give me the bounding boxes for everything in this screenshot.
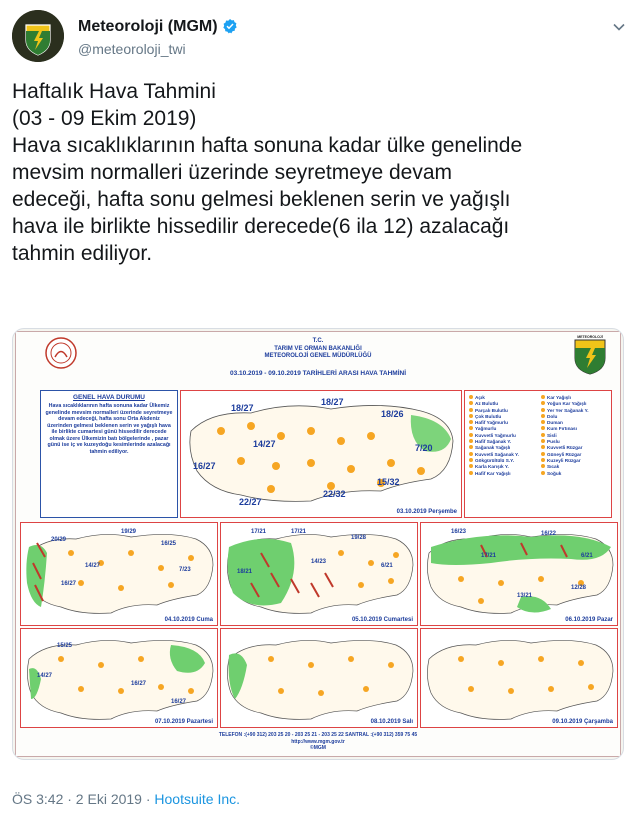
sandstorm-icon: [541, 426, 545, 430]
sleet-icon: [469, 464, 473, 468]
tweet-line: (03 - 09 Ekim 2019): [12, 107, 197, 130]
temp-label: 16/22: [541, 531, 557, 537]
legend-label: Yer Yer Sağanak Y.: [547, 407, 589, 413]
rain-icon: [469, 426, 473, 430]
shower-icon: [469, 452, 473, 456]
legend-label: Yağmurlu: [475, 426, 497, 432]
legend-item: [469, 471, 539, 477]
rain-icon: [469, 433, 473, 437]
temp-label: 16/25: [161, 541, 177, 547]
panel-date: 05.10.2019 Cumartesi: [351, 617, 413, 623]
temp-label: 17/21: [291, 529, 307, 535]
temp-label: 14/27: [253, 439, 276, 449]
rain-icon: [469, 420, 473, 424]
tweet-line: edeceği, hafta sonu gelmesi beklenen serin ve yağışlı: [12, 188, 511, 211]
turkey-map: [421, 523, 618, 626]
panel-date: 08.10.2019 Salı: [370, 719, 413, 725]
legend-label: Hafif Sağanak Y.: [475, 439, 512, 445]
legend-label: Açık: [475, 395, 485, 400]
tweet-timestamp[interactable]: ÖS 3:42 · 2 Eki 2019 ·: [12, 791, 155, 807]
wind-icon: [541, 458, 545, 462]
tweet-media-image[interactable]: [12, 328, 624, 760]
legend-label: Çok Bulutlu: [475, 413, 502, 419]
wind-icon: [541, 452, 545, 456]
legend-label: Duman: [547, 420, 563, 426]
wind-icon: [541, 445, 545, 449]
legend-label: Kum Fırtınası: [547, 426, 577, 432]
forecast-poster: [15, 331, 621, 757]
panel-date: 04.10.2019 Cuma: [164, 617, 213, 623]
forecast-panel-day: [20, 522, 218, 626]
tweet-header: [12, 10, 628, 64]
chevron-down-icon[interactable]: [612, 20, 626, 34]
tweet-text: [12, 78, 628, 267]
legend-label: Karla Karışık Y.: [475, 464, 509, 470]
contact-line: TELEFON :(+90 312) 203 25 20 - 203 25 21 - 203 25 22 SANTRAL :(+90 312) 359 75 45: [218, 732, 418, 738]
ministry-line: TARIM VE ORMAN BAKANLIĞI: [274, 345, 362, 352]
mgm-logo-icon: [12, 10, 64, 62]
legend-label: Puslu: [547, 439, 560, 445]
temp-label: 15/32: [377, 477, 400, 487]
turkey-map: [181, 391, 462, 518]
verified-badge-icon: [222, 18, 238, 34]
temp-label: 6/21: [381, 563, 393, 569]
temp-label: 17/21: [481, 553, 497, 559]
weather-legend: [464, 390, 612, 518]
temp-label: 6/21: [581, 553, 593, 559]
temp-label: 16/27: [61, 581, 77, 587]
sun-icon: [469, 395, 473, 399]
panel-date: 07.10.2019 Pazartesi: [154, 719, 213, 725]
forecast-panel-day: [420, 522, 618, 626]
author-name-text[interactable]: Meteoroloji (MGM): [78, 18, 218, 35]
cloud-icon: [469, 414, 473, 418]
author-handle[interactable]: @meteoroloji_twi: [78, 41, 186, 57]
temp-label: 15/25: [57, 643, 73, 649]
temp-label: 7/23: [179, 567, 191, 573]
forecast-panel-day: [220, 522, 418, 626]
legend-label: Sisli: [547, 432, 557, 438]
ministry-line: T.C.: [312, 338, 324, 344]
temp-label: 18/26: [381, 409, 404, 419]
turkey-map: [421, 629, 618, 728]
temp-label: 20/29: [51, 537, 67, 543]
tweet-line: Hava sıcaklıklarının hafta sonuna kadar ülke genelinde: [12, 134, 523, 157]
temp-label: 18/27: [321, 397, 344, 407]
temp-label: 16/27: [193, 461, 216, 471]
sun-icon: [469, 401, 473, 405]
temp-label: 12/28: [571, 585, 587, 591]
legend-label: Dolu: [547, 413, 558, 419]
snow-icon: [541, 401, 545, 405]
legend-label: Kuvvetli Rüzgar: [547, 445, 583, 451]
temp-label: 16/27: [131, 681, 147, 687]
summary-text: Hava sıcaklıklarının hafta sonuna kadar Ülkemiz genelinde mevsim normalleri üzerinde seyretmeye devam edeceği, hafta sonu Orta Akdeniz üzerinden gelmesi beklenen serin ve yağışlı hava ile birlikte cumartesi günü hissedilir derecede olmak üzere Ülkemizin batı bölgelerinde , pazar günü ise iç ve kuzeydoğu kesimlerinde azalacağı tahmin ediliyor.: [45, 403, 173, 455]
temp-label: 18/21: [237, 569, 253, 575]
temp-label: 19/28: [351, 535, 367, 541]
thunder-icon: [469, 458, 473, 462]
legend-label: Gökgürültülü S.Y.: [475, 457, 515, 463]
legend-label: Kar Yağışlı: [547, 395, 571, 400]
tweet-line: tahmin ediliyor.: [12, 242, 153, 265]
snow-icon: [541, 395, 545, 399]
legend-item: [541, 471, 611, 477]
legend-label: Kuvvetli Sağanak Y.: [475, 451, 519, 457]
forecast-panel-day: [220, 628, 418, 728]
hail-icon: [541, 414, 545, 418]
legend-column-right: [541, 395, 611, 477]
legend-label: Kuvvetli Yağmurlu: [475, 432, 516, 438]
cloud-icon: [469, 408, 473, 412]
temp-label: 17/21: [251, 529, 267, 535]
author-name[interactable]: [78, 18, 238, 36]
fog-icon: [541, 433, 545, 437]
contact-line: ©MGM: [310, 745, 326, 751]
contact-line: http://www.mgm.gov.tr: [291, 738, 345, 745]
forecast-panel-main: [180, 390, 462, 518]
smoke-icon: [541, 420, 545, 424]
legend-label: Sağanak Yağışlı: [475, 445, 511, 451]
temp-label: 13/21: [517, 593, 533, 599]
panel-date: 03.10.2019 Perşembe: [396, 509, 457, 515]
cold-icon: [541, 471, 545, 475]
temp-label: 16/23: [451, 529, 467, 535]
tweet-line: hava ile birlikte hissedilir derecede(6 ila 12) azalacağı: [12, 215, 510, 238]
temp-label: 22/27: [239, 497, 262, 507]
legend-label: Sıcak: [547, 464, 560, 470]
general-weather-box: [40, 390, 178, 518]
legend-label: Soğuk: [547, 470, 562, 476]
avatar[interactable]: [12, 10, 64, 62]
summary-title: GENEL HAVA DURUMU: [73, 394, 145, 401]
legend-label: Hafif Yağmurlu: [475, 420, 508, 426]
forecast-panel-day: [20, 628, 218, 728]
temp-label: 16/27: [171, 699, 187, 705]
contact-info: [16, 732, 620, 752]
panel-date: 06.10.2019 Pazar: [565, 617, 613, 623]
tweet-line: Haftalık Hava Tahmini: [12, 80, 216, 103]
legend-label: Yoğun Kar Yağışlı: [547, 401, 587, 407]
ministry-line: METEOROLOJİ GENEL MÜDÜRLÜĞÜ: [264, 353, 372, 359]
legend-label: Güneyli Rüzgar: [547, 451, 582, 457]
tweet-source-link[interactable]: Hootsuite Inc.: [154, 791, 241, 807]
panel-date: 09.10.2019 Çarşamba: [552, 719, 613, 725]
forecast-date-range: 03.10.2019 - 09.10.2019 TARİHLERİ ARASI HAVA TAHMİNİ: [229, 370, 407, 377]
hot-icon: [541, 464, 545, 468]
legend-label: Parçalı Bulutlu: [475, 407, 508, 413]
temp-label: 7/20: [415, 443, 433, 453]
temp-label: 18/27: [231, 403, 254, 413]
temp-label: 19/29: [121, 529, 137, 535]
legend-label: Kuzeyli Rüzgar: [547, 457, 581, 463]
shower-icon: [469, 445, 473, 449]
legend-label: Hafif Kar Yağışlı: [475, 470, 511, 476]
shower-icon: [541, 408, 545, 412]
shower-icon: [469, 439, 473, 443]
snow-icon: [469, 471, 473, 475]
tweet-meta: [12, 791, 240, 807]
temp-label: 14/27: [85, 563, 101, 569]
logo-label: METEOROLOJİ: [577, 335, 603, 339]
haze-icon: [541, 439, 545, 443]
temp-label: 14/27: [37, 673, 53, 679]
tweet-line: mevsim normalleri üzerinde seyretmeye devam: [12, 161, 452, 184]
legend-column-left: [469, 395, 539, 477]
forecast-panel-day: [420, 628, 618, 728]
legend-label: Az Bulutlu: [475, 401, 499, 407]
temp-label: 22/32: [323, 489, 346, 499]
temp-label: 14/23: [311, 559, 327, 565]
ministry-header: [16, 338, 620, 361]
turkey-map: [221, 629, 418, 728]
